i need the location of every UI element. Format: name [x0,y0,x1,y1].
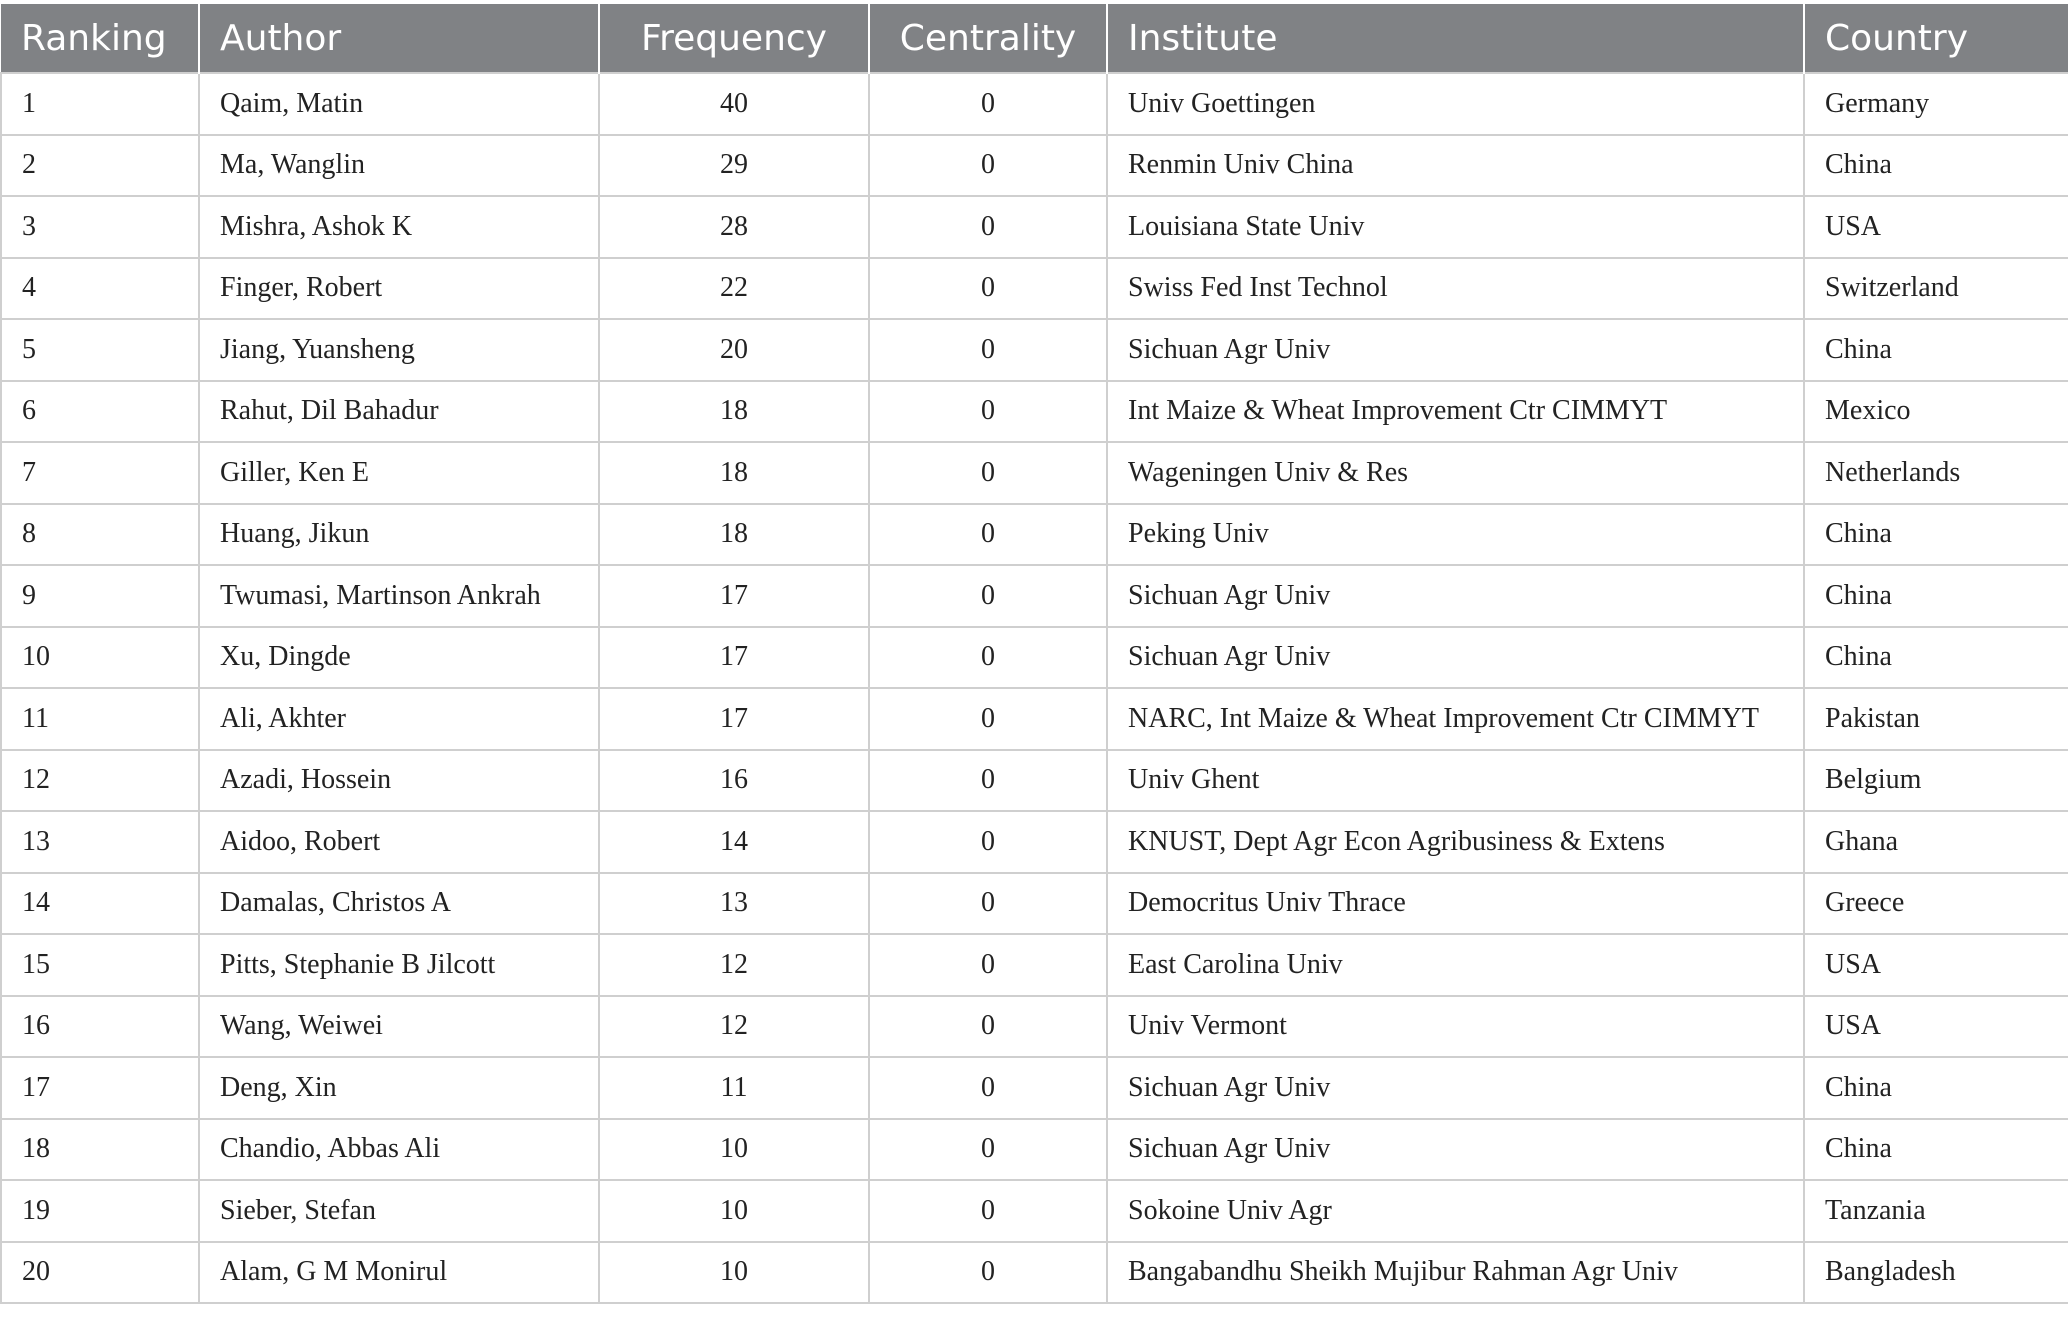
cell-centrality: 0 [869,442,1107,504]
cell-ranking: 10 [1,627,199,689]
table-row [1,319,2068,381]
cell-institute: Bangabandhu Sheikh Mujibur Rahman Agr Univ [1107,1242,1804,1304]
cell-centrality: 0 [869,135,1107,197]
cell-centrality: 0 [869,1242,1107,1304]
cell-ranking: 20 [1,1242,199,1304]
cell-ranking: 2 [1,135,199,197]
cell-frequency: 22 [599,258,869,320]
cell-country: China [1804,1119,2068,1181]
table-body [1,73,2068,1303]
cell-ranking: 19 [1,1180,199,1242]
cell-country: Switzerland [1804,258,2068,320]
cell-author: Giller, Ken E [199,442,599,504]
cell-ranking: 14 [1,873,199,935]
cell-frequency: 11 [599,1057,869,1119]
cell-frequency: 13 [599,873,869,935]
table-row [1,442,2068,504]
table-row [1,1057,2068,1119]
cell-frequency: 18 [599,504,869,566]
cell-frequency: 28 [599,196,869,258]
cell-centrality: 0 [869,504,1107,566]
table-row [1,1119,2068,1181]
cell-centrality: 0 [869,196,1107,258]
cell-centrality: 0 [869,381,1107,443]
table-row [1,873,2068,935]
header-country: Country [1804,4,2068,73]
table-row [1,1242,2068,1304]
cell-frequency: 16 [599,750,869,812]
header-ranking: Ranking [1,4,199,73]
cell-institute: Sichuan Agr Univ [1107,319,1804,381]
cell-ranking: 16 [1,996,199,1058]
cell-frequency: 40 [599,73,869,135]
cell-institute: Wageningen Univ & Res [1107,442,1804,504]
cell-ranking: 11 [1,688,199,750]
cell-author: Alam, G M Monirul [199,1242,599,1304]
table-row [1,688,2068,750]
cell-ranking: 17 [1,1057,199,1119]
cell-frequency: 10 [599,1180,869,1242]
cell-frequency: 14 [599,811,869,873]
cell-institute: Democritus Univ Thrace [1107,873,1804,935]
cell-institute: Peking Univ [1107,504,1804,566]
cell-frequency: 18 [599,442,869,504]
cell-institute: Sichuan Agr Univ [1107,565,1804,627]
cell-frequency: 17 [599,627,869,689]
cell-ranking: 7 [1,442,199,504]
cell-institute: NARC, Int Maize & Wheat Improvement Ctr CIMMYT [1107,688,1804,750]
cell-centrality: 0 [869,319,1107,381]
cell-country: China [1804,627,2068,689]
cell-country: China [1804,565,2068,627]
table-row [1,996,2068,1058]
table-row [1,135,2068,197]
cell-institute: Univ Goettingen [1107,73,1804,135]
cell-country: Ghana [1804,811,2068,873]
cell-author: Jiang, Yuansheng [199,319,599,381]
table-row [1,196,2068,258]
cell-centrality: 0 [869,565,1107,627]
cell-author: Huang, Jikun [199,504,599,566]
cell-author: Sieber, Stefan [199,1180,599,1242]
cell-ranking: 8 [1,504,199,566]
cell-country: Netherlands [1804,442,2068,504]
cell-ranking: 6 [1,381,199,443]
table-row [1,811,2068,873]
cell-author: Twumasi, Martinson Ankrah [199,565,599,627]
cell-centrality: 0 [869,1180,1107,1242]
header-institute: Institute [1107,4,1804,73]
table-row [1,934,2068,996]
cell-institute: Swiss Fed Inst Technol [1107,258,1804,320]
cell-author: Qaim, Matin [199,73,599,135]
cell-centrality: 0 [869,873,1107,935]
cell-frequency: 17 [599,688,869,750]
header-row [1,4,2068,73]
table-row [1,381,2068,443]
cell-institute: Sokoine Univ Agr [1107,1180,1804,1242]
cell-country: China [1804,135,2068,197]
cell-country: USA [1804,196,2068,258]
cell-frequency: 10 [599,1119,869,1181]
cell-ranking: 9 [1,565,199,627]
cell-frequency: 17 [599,565,869,627]
cell-institute: KNUST, Dept Agr Econ Agribusiness & Extens [1107,811,1804,873]
cell-author: Xu, Dingde [199,627,599,689]
cell-frequency: 12 [599,934,869,996]
cell-institute: Louisiana State Univ [1107,196,1804,258]
table-header [1,4,2068,73]
cell-author: Mishra, Ashok K [199,196,599,258]
cell-institute: Univ Ghent [1107,750,1804,812]
cell-ranking: 4 [1,258,199,320]
cell-country: Germany [1804,73,2068,135]
table-row [1,565,2068,627]
cell-centrality: 0 [869,688,1107,750]
cell-frequency: 29 [599,135,869,197]
cell-frequency: 12 [599,996,869,1058]
cell-ranking: 15 [1,934,199,996]
cell-institute: Sichuan Agr Univ [1107,1119,1804,1181]
cell-author: Deng, Xin [199,1057,599,1119]
cell-country: China [1804,504,2068,566]
cell-author: Ali, Akhter [199,688,599,750]
cell-country: China [1804,319,2068,381]
cell-centrality: 0 [869,996,1107,1058]
header-centrality: Centrality [869,4,1107,73]
cell-centrality: 0 [869,258,1107,320]
cell-author: Damalas, Christos A [199,873,599,935]
cell-institute: Sichuan Agr Univ [1107,627,1804,689]
cell-centrality: 0 [869,1057,1107,1119]
cell-author: Aidoo, Robert [199,811,599,873]
cell-country: Pakistan [1804,688,2068,750]
table-row [1,73,2068,135]
header-author: Author [199,4,599,73]
author-ranking-table-container [0,4,2068,1304]
cell-author: Chandio, Abbas Ali [199,1119,599,1181]
cell-country: USA [1804,996,2068,1058]
cell-author: Finger, Robert [199,258,599,320]
cell-ranking: 3 [1,196,199,258]
cell-country: USA [1804,934,2068,996]
cell-country: Tanzania [1804,1180,2068,1242]
cell-centrality: 0 [869,934,1107,996]
table-row [1,258,2068,320]
cell-institute: Univ Vermont [1107,996,1804,1058]
header-frequency: Frequency [599,4,869,73]
cell-author: Ma, Wanglin [199,135,599,197]
author-ranking-table [0,4,2068,1304]
cell-frequency: 10 [599,1242,869,1304]
cell-institute: Renmin Univ China [1107,135,1804,197]
cell-centrality: 0 [869,811,1107,873]
cell-author: Wang, Weiwei [199,996,599,1058]
cell-country: Belgium [1804,750,2068,812]
table-row [1,504,2068,566]
table-row [1,750,2068,812]
cell-institute: Sichuan Agr Univ [1107,1057,1804,1119]
cell-country: China [1804,1057,2068,1119]
cell-country: Bangladesh [1804,1242,2068,1304]
cell-ranking: 12 [1,750,199,812]
cell-centrality: 0 [869,750,1107,812]
cell-country: Greece [1804,873,2068,935]
cell-author: Azadi, Hossein [199,750,599,812]
cell-frequency: 20 [599,319,869,381]
cell-ranking: 5 [1,319,199,381]
cell-author: Pitts, Stephanie B Jilcott [199,934,599,996]
cell-country: Mexico [1804,381,2068,443]
cell-centrality: 0 [869,1119,1107,1181]
cell-ranking: 18 [1,1119,199,1181]
cell-institute: East Carolina Univ [1107,934,1804,996]
cell-author: Rahut, Dil Bahadur [199,381,599,443]
cell-centrality: 0 [869,73,1107,135]
cell-ranking: 1 [1,73,199,135]
table-row [1,627,2068,689]
cell-ranking: 13 [1,811,199,873]
cell-institute: Int Maize & Wheat Improvement Ctr CIMMYT [1107,381,1804,443]
table-row [1,1180,2068,1242]
cell-frequency: 18 [599,381,869,443]
cell-centrality: 0 [869,627,1107,689]
